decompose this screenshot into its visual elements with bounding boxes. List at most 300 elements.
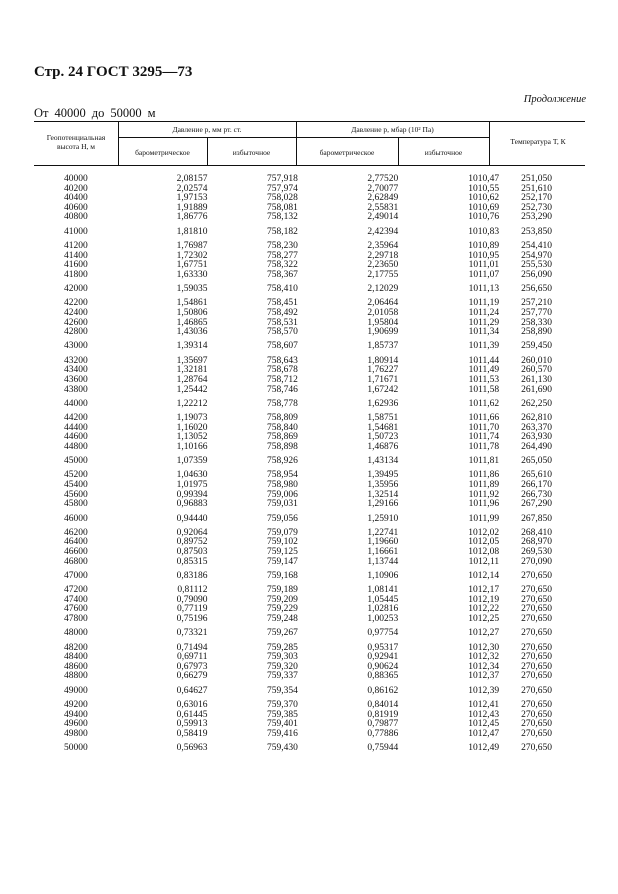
table-cell: 758,322: [267, 260, 298, 271]
table-cell: 0,94440: [176, 513, 208, 524]
table-cell: 758,869: [267, 432, 298, 443]
table-cell: 0,95317: [367, 642, 399, 653]
table-row: [34, 376, 585, 386]
table-cell: 758,132: [267, 212, 298, 223]
table-cell: 50000: [64, 743, 88, 754]
table-cell: 1,10906: [367, 570, 399, 581]
table-cell: 758,778: [267, 398, 298, 409]
table-cell: 1,29166: [367, 499, 399, 510]
table-cell: 758,980: [267, 480, 298, 491]
table-cell: 253,290: [521, 212, 552, 223]
table-cell: 1,50806: [176, 307, 208, 318]
continuation-label: Продолжение: [523, 94, 586, 105]
table-cell: 1011,66: [468, 413, 500, 424]
table-cell: 1011,01: [468, 260, 500, 271]
table-cell: 759,267: [267, 628, 298, 639]
table-row: [34, 261, 585, 271]
table-cell: 40600: [64, 202, 88, 213]
table-cell: 40000: [64, 174, 88, 184]
table-cell: 759,102: [267, 537, 298, 548]
table-cell: 1,16661: [367, 547, 399, 558]
table-cell: 758,277: [267, 250, 298, 261]
table-cell: 1012,41: [468, 699, 500, 710]
table-row: [34, 252, 585, 262]
table-row: [34, 596, 585, 606]
table-cell: 759,056: [267, 513, 298, 524]
table-cell: 262,810: [521, 413, 552, 424]
table-cell: 758,367: [267, 269, 298, 280]
table-cell: 42600: [64, 317, 88, 328]
table-cell: 1012,47: [468, 728, 500, 739]
table-cell: 47400: [64, 594, 88, 605]
table-cell: 1012,49: [468, 743, 500, 754]
table-cell: 265,050: [521, 456, 552, 467]
table-cell: 1,50723: [367, 432, 399, 443]
table-cell: 1012,27: [468, 628, 500, 639]
table-cell: 1011,39: [468, 341, 500, 352]
table-cell: 1,80914: [367, 355, 399, 366]
table-cell: 0,73321: [176, 628, 208, 639]
table-cell: 759,370: [267, 699, 298, 710]
table-cell: 1012,19: [468, 594, 500, 605]
table-cell: 1,54861: [176, 298, 208, 309]
table-row: [34, 471, 585, 481]
table-cell: 0,79877: [367, 719, 399, 730]
table-cell: 43600: [64, 374, 88, 385]
table-top-rule: [34, 121, 585, 122]
table-cell: 0,79090: [176, 594, 208, 605]
table-cell: 0,75196: [176, 614, 208, 624]
table-cell: 254,410: [521, 240, 552, 251]
table-cell: 270,650: [521, 652, 552, 663]
table-cell: 1012,32: [468, 652, 500, 663]
table-row: [34, 366, 585, 376]
table-cell: 1011,19: [468, 298, 500, 309]
table-cell: 258,890: [521, 327, 552, 338]
table-cell: 0,92064: [176, 527, 208, 538]
table-cell: 1,97153: [176, 193, 208, 204]
table-cell: 256,650: [521, 284, 552, 295]
table-cell: 1011,62: [468, 398, 500, 409]
table-cell: 44800: [64, 441, 88, 452]
table-cell: 759,079: [267, 527, 298, 538]
table-cell: 266,730: [521, 489, 552, 500]
table-cell: 1010,62: [468, 193, 500, 204]
table-cell: 1,63330: [176, 269, 208, 280]
table-cell: 44600: [64, 432, 88, 443]
table-cell: 1,25910: [367, 513, 399, 524]
table-cell: 1011,49: [468, 365, 500, 376]
table-cell: 759,006: [267, 489, 298, 500]
table-cell: 2,02574: [176, 183, 208, 194]
table-cell: 2,55831: [367, 202, 399, 213]
table-cell: 1,07359: [176, 456, 208, 467]
table-cell: 270,650: [521, 671, 552, 682]
table-cell: 270,650: [521, 743, 552, 754]
table-cell: 1012,14: [468, 570, 500, 581]
table-cell: 1,28764: [176, 374, 208, 385]
table-cell: 2,42394: [367, 226, 399, 237]
table-cell: 2,17755: [367, 269, 399, 280]
table-cell: 1012,39: [468, 685, 500, 696]
table-row: [34, 299, 585, 309]
table-cell: 759,248: [267, 614, 298, 624]
table-cell: 252,730: [521, 202, 552, 213]
table-cell: 1012,22: [468, 604, 500, 615]
table-cell: 268,970: [521, 537, 552, 548]
table-cell: 759,354: [267, 685, 298, 696]
table-cell: 260,570: [521, 365, 552, 376]
table-cell: 2,49014: [367, 212, 399, 223]
table-cell: 1012,43: [468, 709, 500, 720]
table-cell: 1011,86: [468, 470, 500, 481]
table-cell: 1010,89: [468, 240, 500, 251]
table-cell: 759,416: [267, 728, 298, 739]
table-cell: 49000: [64, 685, 88, 696]
table-cell: 2,08157: [176, 174, 208, 184]
table-cell: 44000: [64, 398, 88, 409]
table-cell: 1,59035: [176, 284, 208, 295]
table-cell: 46200: [64, 527, 88, 538]
table-cell: 47200: [64, 585, 88, 596]
table-cell: 758,230: [267, 240, 298, 251]
table-row: [34, 194, 585, 204]
table-cell: 263,930: [521, 432, 552, 443]
table-cell: 1,71671: [367, 374, 399, 385]
table-row: [34, 280, 585, 299]
table-cell: 261,130: [521, 374, 552, 385]
table-cell: 1,67242: [367, 384, 399, 395]
table-cell: 270,650: [521, 728, 552, 739]
standard-code: ГОСТ 3295—73: [86, 64, 193, 80]
table-cell: 41800: [64, 269, 88, 280]
table-cell: 2,62849: [367, 193, 399, 204]
table-cell: 0,89752: [176, 537, 208, 548]
table-cell: 758,643: [267, 355, 298, 366]
table-cell: 263,370: [521, 422, 552, 433]
table-row: [34, 615, 585, 625]
table-cell: 45800: [64, 499, 88, 510]
table-cell: 759,125: [267, 547, 298, 558]
table-row: [34, 720, 585, 730]
table-cell: 1,00253: [367, 614, 399, 624]
table-cell: 256,090: [521, 269, 552, 280]
table-cell: 1011,58: [468, 384, 500, 395]
table-cell: 1,90699: [367, 327, 399, 338]
table-cell: 46000: [64, 513, 88, 524]
table-cell: 48800: [64, 671, 88, 682]
table-cell: 0,83186: [176, 570, 208, 581]
table-cell: 48000: [64, 628, 88, 639]
table-cell: 759,285: [267, 642, 298, 653]
table-cell: 1,35956: [367, 480, 399, 491]
table-cell: 40200: [64, 183, 88, 194]
table-row: [34, 682, 585, 701]
table-cell: 1011,96: [468, 499, 500, 510]
table-cell: 759,229: [267, 604, 298, 615]
table-cell: 1,86776: [176, 212, 208, 223]
height-range: От 40000 до 50000 м: [34, 106, 156, 120]
table-cell: 260,010: [521, 355, 552, 366]
table-cell: 1011,13: [468, 284, 500, 295]
table-row: [34, 653, 585, 663]
table-cell: 43000: [64, 341, 88, 352]
table-cell: 759,430: [267, 743, 298, 754]
table-cell: 1011,53: [468, 374, 500, 385]
table-row: [34, 357, 585, 367]
table-cell: 270,650: [521, 628, 552, 639]
table-cell: 1,43036: [176, 327, 208, 338]
table-cell: 267,850: [521, 513, 552, 524]
table-cell: 0,66279: [176, 671, 208, 682]
table-cell: 41000: [64, 226, 88, 237]
table-cell: 1,39495: [367, 470, 399, 481]
col-pressure-mm-header: Давление p, мм рт. ст.: [172, 125, 242, 134]
table-cell: 1011,34: [468, 327, 500, 338]
table-cell: 49600: [64, 719, 88, 730]
table-cell: 759,337: [267, 671, 298, 682]
table-row: [34, 204, 585, 214]
table-cell: 40800: [64, 212, 88, 223]
col-baro-mbar-header: барометрическое: [319, 148, 375, 157]
table-cell: 264,490: [521, 441, 552, 452]
table-row: [34, 338, 585, 357]
table-cell: 0,56963: [176, 743, 208, 754]
table-cell: 1011,81: [468, 456, 500, 467]
table-cell: 270,650: [521, 570, 552, 581]
table-cell: 1,01975: [176, 480, 208, 491]
col-excess-mbar-header: избыточное: [424, 148, 463, 157]
table-cell: 757,918: [267, 174, 298, 184]
table-cell: 42000: [64, 284, 88, 295]
table-cell: 41200: [64, 240, 88, 251]
table-row: [34, 491, 585, 501]
table-cell: 255,530: [521, 260, 552, 271]
table-cell: 1011,29: [468, 317, 500, 328]
table-cell: 1,54681: [367, 422, 399, 433]
table-row: [34, 739, 585, 758]
table-cell: 0,81112: [177, 585, 208, 596]
table-cell: 1,04630: [176, 470, 208, 481]
table-cell: 0,69711: [176, 652, 208, 663]
table-cell: 46600: [64, 547, 88, 558]
table-cell: 43400: [64, 365, 88, 376]
table-row: [34, 711, 585, 721]
table-cell: 270,090: [521, 556, 552, 567]
table-cell: 0,59913: [176, 719, 208, 730]
table-row: [34, 309, 585, 319]
table-cell: 1010,47: [468, 174, 500, 184]
table-cell: 2,70077: [367, 183, 399, 194]
table-row: [34, 395, 585, 414]
table-cell: 758,678: [267, 365, 298, 376]
table-row: [34, 672, 585, 682]
table-cell: 42200: [64, 298, 88, 309]
table-cell: 2,35964: [367, 240, 399, 251]
table-cell: 1,13052: [176, 432, 208, 443]
table-cell: 0,77119: [176, 604, 208, 615]
table-cell: 46800: [64, 556, 88, 567]
table-row: [34, 567, 585, 586]
table-cell: 0,67973: [176, 661, 208, 672]
table-cell: 0,86162: [367, 685, 399, 696]
table-cell: 758,607: [267, 341, 298, 352]
table-cell: 1012,30: [468, 642, 500, 653]
table-row: [34, 644, 585, 654]
table-row: [34, 605, 585, 615]
table-cell: 257,770: [521, 307, 552, 318]
table-cell: 43800: [64, 384, 88, 395]
table-cell: 2,23650: [367, 260, 399, 271]
table-cell: 758,809: [267, 413, 298, 424]
col-height-header: Геопотенциальная высота H, м: [46, 133, 106, 151]
table-cell: 49400: [64, 709, 88, 720]
table-cell: 0,64627: [176, 685, 208, 696]
table-cell: 0,87503: [176, 547, 208, 558]
table-cell: 1012,17: [468, 585, 500, 596]
table-cell: 45400: [64, 480, 88, 491]
table-cell: 0,88365: [367, 671, 399, 682]
table-cell: 1,85737: [367, 341, 399, 352]
table-cell: 267,290: [521, 499, 552, 510]
table-cell: 1012,05: [468, 537, 500, 548]
table-cell: 758,531: [267, 317, 298, 328]
table-cell: 1,46876: [367, 441, 399, 452]
table-cell: 1012,08: [468, 547, 500, 558]
table-cell: 257,210: [521, 298, 552, 309]
table-cell: 1010,69: [468, 202, 500, 213]
table-cell: 1011,44: [468, 355, 500, 366]
table-row: [34, 625, 585, 644]
table-cell: 757,974: [267, 183, 298, 194]
table-cell: 1,22212: [176, 398, 208, 409]
table-cell: 1010,55: [468, 183, 500, 194]
table-cell: 1010,76: [468, 212, 500, 223]
table-cell: 48200: [64, 642, 88, 653]
table-cell: 758,926: [267, 456, 298, 467]
table-cell: 2,01058: [367, 307, 399, 318]
table-row: [34, 586, 585, 596]
table-cell: 1,67751: [176, 260, 208, 271]
page-number: Стр. 24: [34, 64, 84, 80]
table-cell: 2,29718: [367, 250, 399, 261]
table-row: [34, 529, 585, 539]
table-row: [34, 701, 585, 711]
table-row: [34, 386, 585, 396]
table-cell: 270,650: [521, 642, 552, 653]
table-cell: 0,71494: [176, 642, 208, 653]
table-row: [34, 500, 585, 510]
table-row: [34, 414, 585, 424]
table-cell: 1,32514: [367, 489, 399, 500]
table-cell: 0,96883: [176, 499, 208, 510]
table-cell: 46400: [64, 537, 88, 548]
table-cell: 1,32181: [176, 365, 208, 376]
table-cell: 1012,25: [468, 614, 500, 624]
table-cell: 47600: [64, 604, 88, 615]
table-cell: 45000: [64, 456, 88, 467]
table-cell: 1011,99: [468, 513, 500, 524]
table-cell: 45600: [64, 489, 88, 500]
table-cell: 1,02816: [367, 604, 399, 615]
table-row: [34, 433, 585, 443]
table-cell: 41400: [64, 250, 88, 261]
table-cell: 1012,34: [468, 661, 500, 672]
table-cell: 1,25442: [176, 384, 208, 395]
table-cell: 759,303: [267, 652, 298, 663]
table-cell: 43200: [64, 355, 88, 366]
table-row: [34, 510, 585, 529]
table-cell: 268,410: [521, 527, 552, 538]
table-cell: 251,610: [521, 183, 552, 194]
table-cell: 758,081: [267, 202, 298, 213]
table-cell: 270,650: [521, 614, 552, 624]
table-cell: 48400: [64, 652, 88, 663]
table-cell: 40400: [64, 193, 88, 204]
table-cell: 759,385: [267, 709, 298, 720]
table-cell: 1011,07: [468, 269, 500, 280]
col-temperature-header: Температура T, К: [510, 137, 566, 146]
table-cell: 1,05445: [367, 594, 399, 605]
table-cell: 261,690: [521, 384, 552, 395]
table-cell: 48600: [64, 661, 88, 672]
table-cell: 758,570: [267, 327, 298, 338]
table-cell: 0,84014: [367, 699, 399, 710]
table-cell: 0,63016: [176, 699, 208, 710]
table-cell: 758,182: [267, 226, 298, 237]
table-cell: 1012,11: [468, 556, 500, 567]
table-row: [34, 328, 585, 338]
table-row: [34, 663, 585, 673]
table-cell: 0,77886: [367, 728, 399, 739]
table-cell: 0,97754: [367, 628, 399, 639]
table-cell: 1011,92: [468, 489, 500, 500]
table-cell: 269,530: [521, 547, 552, 558]
header-bottom-rule: [34, 165, 585, 166]
table-cell: 1,91889: [176, 202, 208, 213]
table-cell: 1011,78: [468, 441, 500, 452]
table-cell: 758,954: [267, 470, 298, 481]
table-cell: 1,19660: [367, 537, 399, 548]
table-row: [34, 319, 585, 329]
page-header: [34, 64, 192, 81]
table-cell: 0,85315: [176, 556, 208, 567]
table-cell: 0,92941: [367, 652, 399, 663]
table-cell: 1,13744: [367, 556, 399, 567]
table-cell: 1,81810: [176, 226, 208, 237]
table-cell: 758,840: [267, 422, 298, 433]
col-pressure-mbar-header: Давление p, мбар (10² Па): [351, 125, 434, 134]
table-cell: 759,168: [267, 570, 298, 581]
table-row: [34, 558, 585, 568]
table-row: [34, 452, 585, 471]
table-cell: 45200: [64, 470, 88, 481]
table-cell: 1,22741: [367, 527, 399, 538]
table-cell: 759,031: [267, 499, 298, 510]
table-cell: 1,95804: [367, 317, 399, 328]
table-cell: 42800: [64, 327, 88, 338]
table-row: [34, 443, 585, 453]
data-table: [34, 175, 585, 758]
table-cell: 2,12029: [367, 284, 399, 295]
col-baro-mm-header: барометрическое: [135, 148, 190, 157]
table-cell: 0,75944: [367, 743, 399, 754]
table-cell: 49200: [64, 699, 88, 710]
table-row: [34, 175, 585, 185]
table-row: [34, 223, 585, 242]
table-cell: 1,76987: [176, 240, 208, 251]
table-cell: 0,58419: [176, 728, 208, 739]
